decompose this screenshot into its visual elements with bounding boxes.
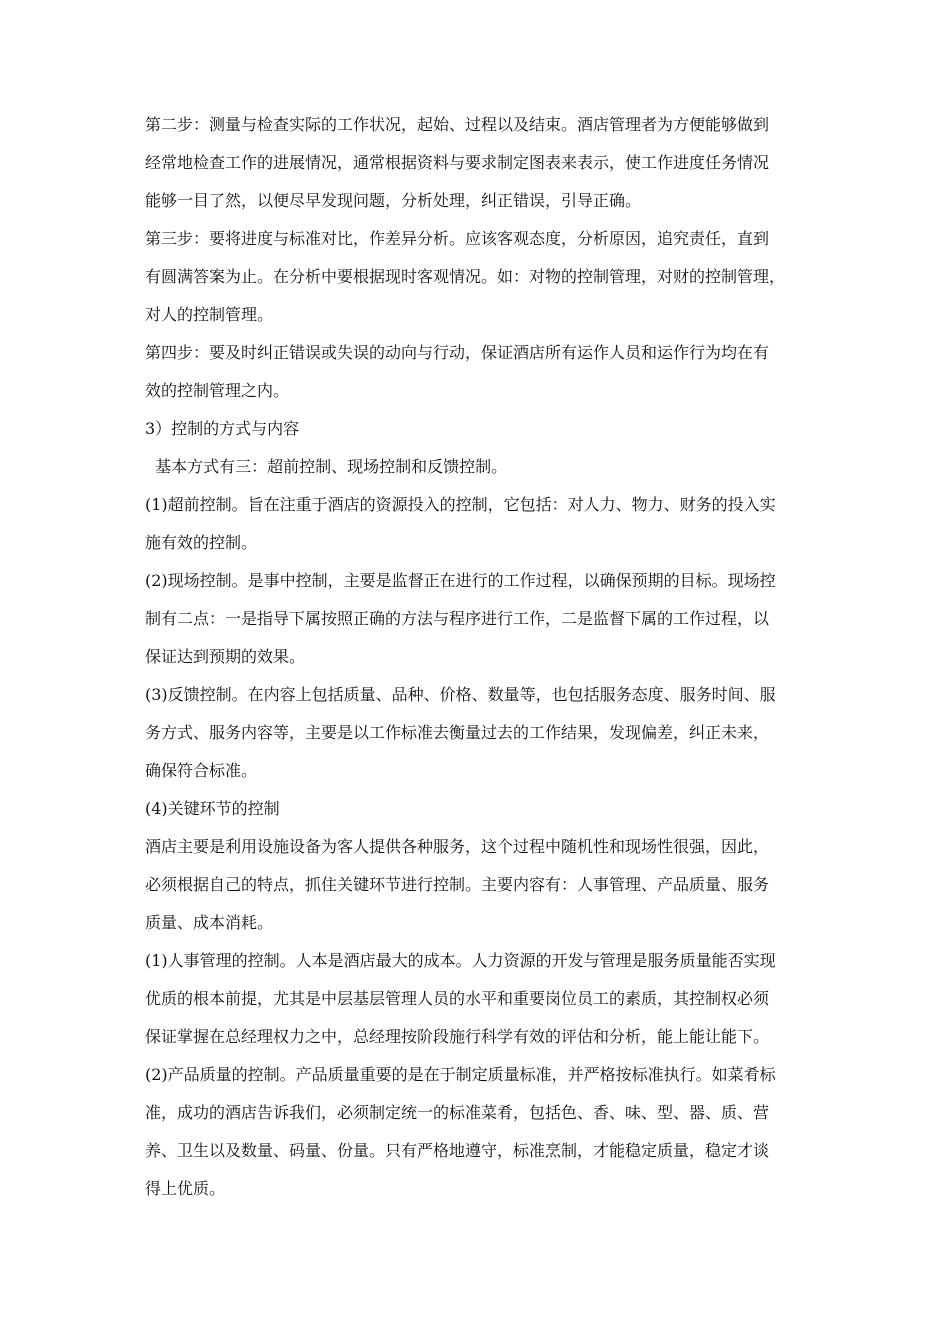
text-line: 确保符合标准。 (145, 761, 258, 780)
text-line: 必须根据自己的特点，抓住关键环节进行控制。主要内容有：人事管理、产品质量、服务 (145, 875, 770, 894)
text-line: 养、卫生以及数量、码量、份量。只有严格地遵守，标准烹制，才能稳定质量，稳定才谈 (145, 1141, 770, 1160)
section-heading: 3）控制的方式与内容 (145, 419, 300, 438)
text-line: (1)超前控制。旨在注重于酒店的资源投入的控制，它包括：对人力、物力、财务的投入实 (145, 495, 776, 514)
text-line: (1)人事管理的控制。人本是酒店最大的成本。人力资源的开发与管理是服务质量能否实现 (145, 951, 776, 970)
text-line: 第三步：要将进度与标准对比，作差异分析。应该客观态度，分析原因，追究责任，直到 (145, 229, 770, 248)
text-line: 基本方式有三：超前控制、现场控制和反馈控制。 (145, 457, 508, 476)
text-line: 对人的控制管理。 (145, 305, 274, 324)
text-line: 保证达到预期的效果。 (145, 647, 306, 666)
text-line: 准，成功的酒店告诉我们，必须制定统一的标准菜肴，包括色、香、味、型、器、质、营 (145, 1103, 770, 1122)
section-heading: (4)关键环节的控制 (145, 799, 280, 818)
text-line: 优质的根本前提，尤其是中层基层管理人员的水平和重要岗位员工的素质，其控制权必须 (145, 989, 770, 1008)
text-line: 效的控制管理之内。 (145, 381, 290, 400)
text-line: 酒店主要是利用设施设备为客人提供各种服务，这个过程中随机性和现场性很强，因此， (145, 837, 770, 856)
text-line: 第二步：测量与检查实际的工作状况，起始、过程以及结束。酒店管理者为方便能够做到 (145, 115, 770, 134)
text-line: 第四步：要及时纠正错误或失误的动向与行动，保证酒店所有运作人员和运作行为均在有 (145, 343, 770, 362)
text-line: 得上优质。 (145, 1179, 226, 1198)
text-line: 有圆满答案为止。在分析中要根据现时客观情况。如：对物的控制管理，对财的控制管理， (145, 267, 786, 286)
text-line: 能够一目了然，以便尽早发现问题，分析处理，纠正错误，引导正确。 (145, 191, 642, 210)
text-line: 质量、成本消耗。 (145, 913, 274, 932)
text-line: 务方式、服务内容等，主要是以工作标准去衡量过去的工作结果，发现偏差，纠正未来， (145, 723, 770, 742)
text-line: (2)产品质量的控制。产品质量重要的是在于制定质量标准，并严格按标准执行。如菜肴标 (145, 1065, 776, 1084)
text-line: 施有效的控制。 (145, 533, 258, 552)
document-body (145, 111, 817, 1213)
text-line: 保证掌握在总经理权力之中，总经理按阶段施行科学有效的评估和分析，能上能让能下。 (145, 1027, 770, 1046)
text-line: (3)反馈控制。在内容上包括质量、品种、价格、数量等，也包括服务态度、服务时间、服 (145, 685, 776, 704)
text-line: 经常地检查工作的进展情况，通常根据资料与要求制定图表来表示，使工作进度任务情况 (145, 153, 770, 172)
text-line: (2)现场控制。是事中控制，主要是监督正在进行的工作过程，以确保预期的目标。现场控 (145, 571, 776, 590)
text-line: 制有二点：一是指导下属按照正确的方法与程序进行工作，二是监督下属的工作过程，以 (145, 609, 770, 628)
